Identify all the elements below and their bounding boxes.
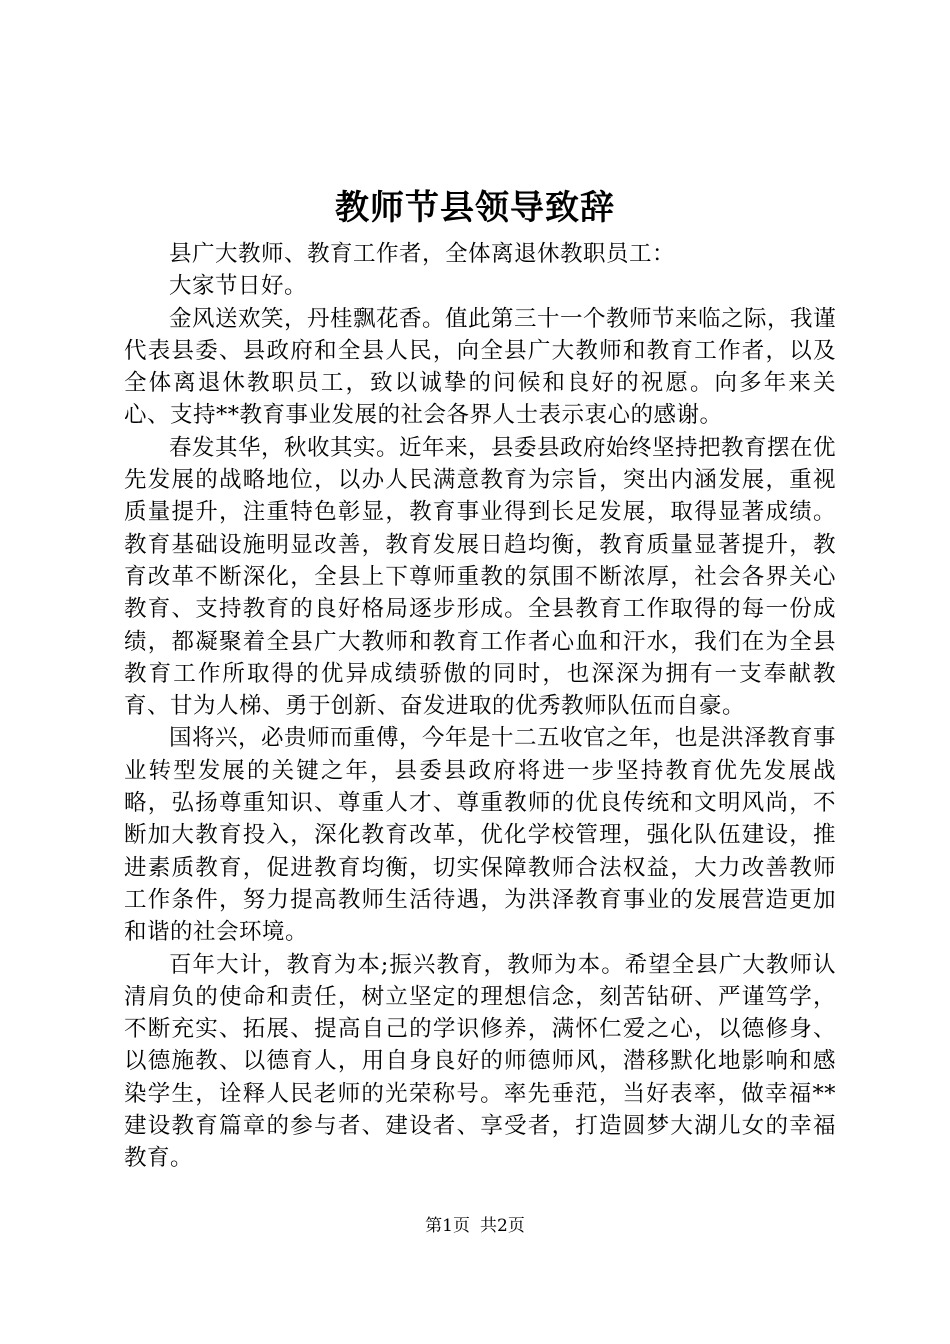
- page-total: 共2页: [480, 1216, 525, 1236]
- salutation-paragraph: 县广大教师、教育工作者，全体离退休教职员工：: [169, 241, 676, 267]
- page-footer: [0, 1214, 950, 1238]
- body-paragraph-4: 百年大计，教育为本;振兴教育，教师为本。希望全县广大教师认清肩负的使命和责任，树立坚定的理想信念，刻苦钻研、严谨笃学，不断充实、拓展、提高自己的学识修养，满怀仁爱之心，以德修身、以德施教、以德育人，用自身良好的师德师风，潜移默化地影响和感染学生，诠释人民老师的光荣称号。率先垂范，当好表率，做幸福**建设教育篇章的参与者、建设者、享受者，打造圆梦大湖儿女的幸福教育。: [124, 951, 836, 1172]
- body-paragraph-3: 国将兴，必贵师而重傅，今年是十二五收官之年，也是洪泽教育事业转型发展的关键之年，县委县政府将进一步坚持教育优先发展战略，弘扬尊重知识、尊重人才、尊重教师的优良传统和文明风尚，不断加大教育投入，深化教育改革，优化学校管理，强化队伍建设，推进素质教育，促进教育均衡，切实保障教师合法权益，大力改善教师工作条件，努力提高教师生活待遇，为洪泽教育事业的发展营造更加和谐的社会环境。: [124, 725, 837, 946]
- page-number: 第1页: [425, 1216, 470, 1236]
- body-paragraph-1: 金风送欢笑，丹桂飘花香。值此第三十一个教师节来临之际，我谨代表县委、县政府和全县人民，向全县广大教师和教育工作者，以及全体离退休教职员工，致以诚挚的问候和良好的祝愿。向多年来关心、支持**教育事业发展的社会各界人士表示衷心的感谢。: [124, 305, 837, 429]
- body-paragraph-2: 春发其华，秋收其实。近年来，县委县政府始终坚持把教育摆在优先发展的战略地位，以办人民满意教育为宗旨，突出内涵发展，重视质量提升，注重特色彰显，教育事业得到长足发展，取得显著成绩。教育基础设施明显改善，教育发展日趋均衡，教育质量显著提升，教育改革不断深化，全县上下尊师重教的氛围不断浓厚，社会各界关心教育、支持教育的良好格局逐步形成。全县教育工作取得的每一份成绩，都凝聚着全县广大教师和教育工作者心血和汗水，我们在为全县教育工作所取得的优异成绩骄傲的同时，也深深为拥有一支奉献教育、甘为人梯、勇于创新、奋发进取的优秀教师队伍而自豪。: [124, 434, 837, 720]
- document-title: 教师节县领导致辞: [335, 188, 615, 228]
- greeting-paragraph: 大家节日好。: [169, 273, 308, 300]
- document-body: [124, 238, 836, 1175]
